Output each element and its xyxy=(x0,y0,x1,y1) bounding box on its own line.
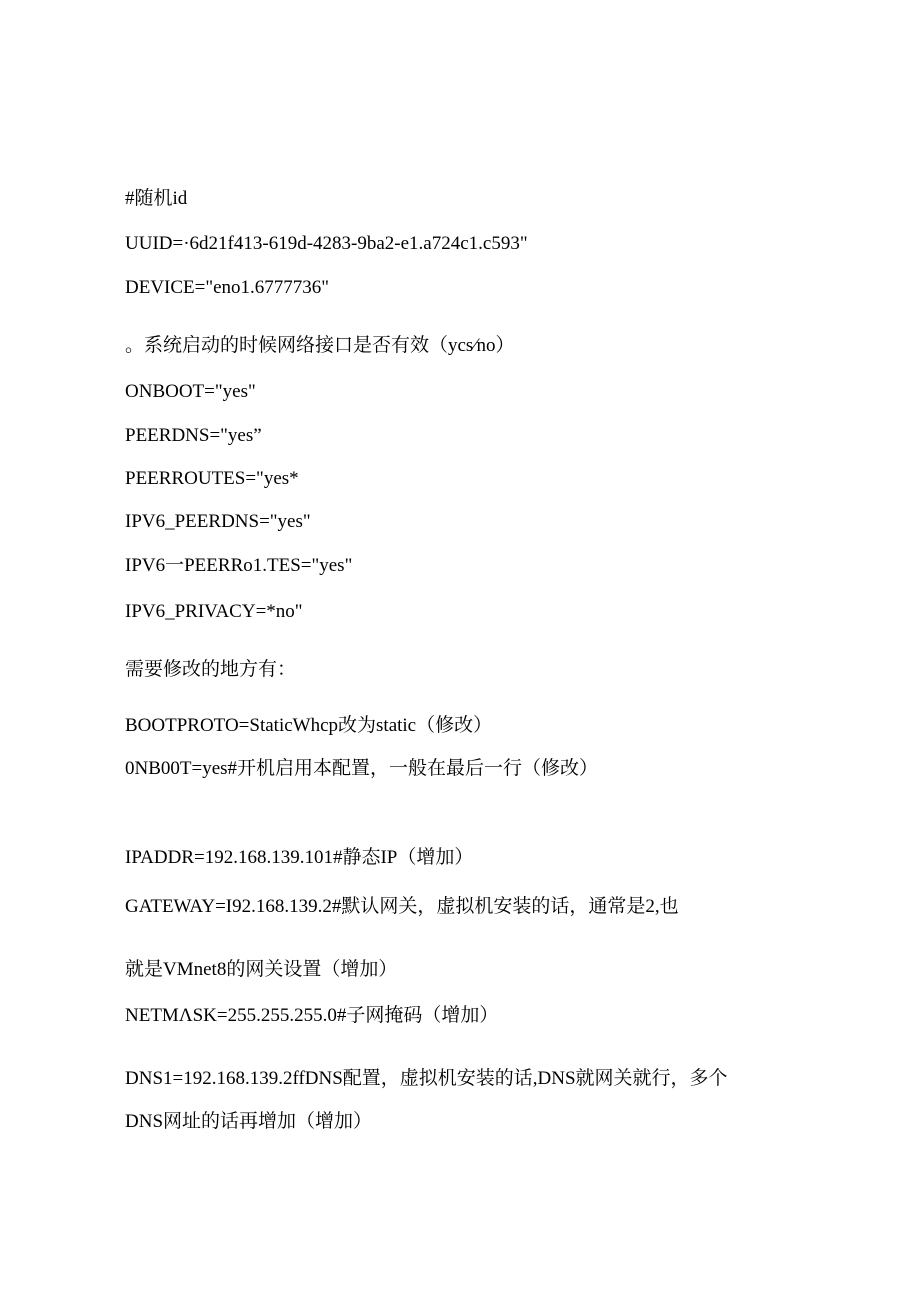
config-ipv6-privacy: IPV6_PRIVACY=*no" xyxy=(125,601,303,622)
config-ipv6-peerdns: IPV6_PEERDNS="yes" xyxy=(125,511,311,532)
comment-onboot: 。系统启动的时候网络接口是否有效（ycs⁄no） xyxy=(125,335,515,356)
add-gateway-continued: 就是VMnet8的网关设置（增加） xyxy=(125,959,398,980)
add-ipaddr: IPADDR=192.168.139.101#静态IP（增加） xyxy=(125,847,474,868)
config-peerroutes: PEERROUTES="yes* xyxy=(125,468,299,489)
add-gateway: GATEWAY=I92.168.139.2#默认网关，虚拟机安装的话，通常是2,也 xyxy=(125,896,679,917)
add-dns1-continued: DNS网址的话再增加（增加） xyxy=(125,1111,373,1132)
add-netmask: NETMΛSK=255.255.255.0#子网掩码（增加） xyxy=(125,1005,499,1026)
config-peerdns: PEERDNS="yes” xyxy=(125,425,262,446)
section-heading-changes: 需要修改的地方有： xyxy=(125,659,297,680)
config-uuid: UUID=·6d21f413-619d-4283-9ba2-e1.a724c1.c593" xyxy=(125,233,528,254)
comment-random-id: #随机id xyxy=(125,188,188,209)
config-device: DEVICE="eno1.6777736" xyxy=(125,277,330,298)
config-onboot: ONBOOT="yes" xyxy=(125,381,256,402)
change-onboot: 0NB00T=yes#开机启用本配置，一般在最后一行（修改） xyxy=(125,758,599,779)
change-bootproto: BOOTPROTO=StaticWhcp改为static（修改） xyxy=(125,715,493,736)
add-dns1: DNS1=192.168.139.2ffDNS配置，虚拟机安装的话,DNS就网关就行，多个 xyxy=(125,1068,728,1089)
config-ipv6-peerroutes: IPV6一PEERRo1.TES="yes" xyxy=(125,555,353,576)
